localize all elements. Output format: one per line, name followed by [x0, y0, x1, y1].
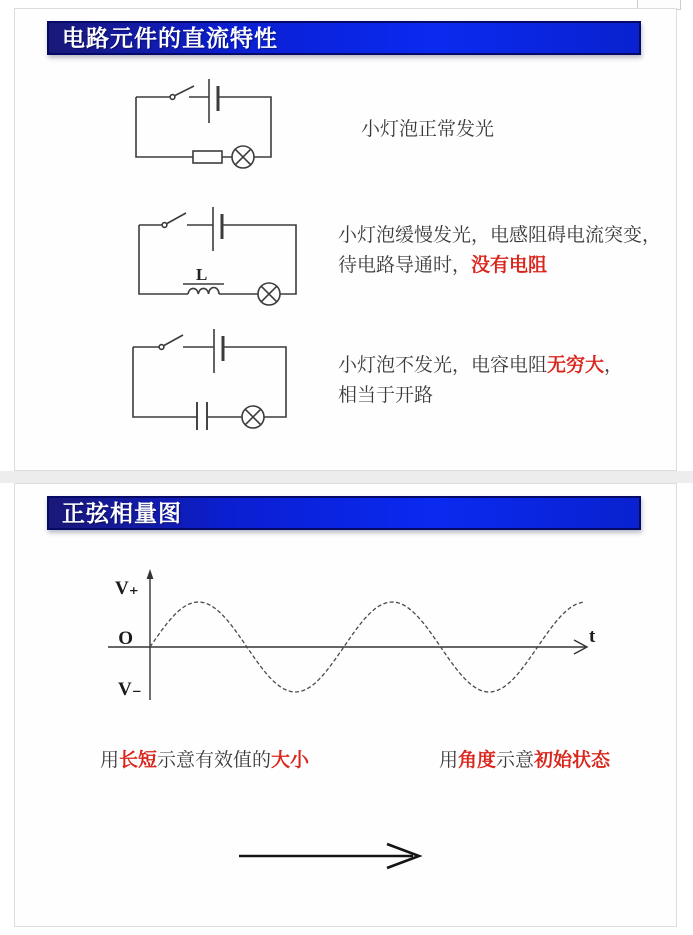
- phasor-arrow-icon: [237, 840, 429, 872]
- lamp-icon: [242, 406, 264, 428]
- panel-sine-phasor: [14, 483, 677, 927]
- text-segment: 无穷大: [547, 355, 605, 376]
- wire: [136, 97, 271, 157]
- circuit-diagram-resistor-lamp: [119, 73, 277, 175]
- label-t: t: [589, 626, 596, 647]
- caption-angle: [439, 746, 610, 776]
- text-segment: 长短: [119, 750, 158, 771]
- text-segment: 大小: [271, 750, 310, 771]
- text-segment: 用: [439, 750, 459, 771]
- lamp-icon: [232, 146, 254, 168]
- caption-row3-line2: [338, 381, 623, 411]
- text-segment: 小灯泡正常发光: [361, 119, 495, 140]
- text-segment: 示意有效值的: [157, 750, 272, 771]
- inductor-icon: [183, 265, 224, 294]
- text-segment: 没有电阻: [471, 255, 548, 276]
- text-segment: 用: [100, 750, 120, 771]
- circuit-diagram-inductor-lamp: [125, 201, 300, 311]
- panel-dc-characteristics: [14, 8, 677, 471]
- resistor-icon: [193, 151, 222, 163]
- circuit-diagram-capacitor-lamp: [119, 327, 291, 439]
- text-segment: 小灯泡缓慢发光，电感阻碍电流突变，: [338, 225, 662, 246]
- caption-row1: [361, 115, 494, 145]
- caption-row2-line1: [338, 221, 661, 251]
- lamp-icon: [258, 283, 280, 305]
- caption-row3: [338, 351, 623, 411]
- text-segment: ，: [604, 355, 624, 376]
- battery-icon: [213, 207, 222, 251]
- text-segment: 初始状态: [534, 750, 611, 771]
- panel-phasor-title: 正弦相量图: [47, 496, 641, 530]
- caption-row2-line2: [338, 251, 661, 281]
- text-segment: 相当于开路: [338, 385, 434, 406]
- label-v-plus: V₊: [115, 578, 139, 599]
- panel-dc-title: 电路元件的直流特性: [47, 21, 641, 55]
- sine-wave-plot: [85, 562, 605, 720]
- text-segment: 角度: [458, 750, 497, 771]
- capacitor-icon: [197, 402, 207, 430]
- switch-icon: [159, 335, 183, 349]
- caption-magnitude: [100, 746, 309, 776]
- y-axis: [147, 569, 154, 700]
- battery-icon: [214, 329, 223, 373]
- panel-separator: [0, 471, 693, 483]
- text-segment: 小灯泡不发光，电容电阻: [338, 355, 548, 376]
- x-axis: [108, 640, 587, 654]
- switch-icon: [162, 213, 186, 227]
- text-segment: 示意: [496, 750, 535, 771]
- caption-row2: [338, 221, 661, 281]
- text-segment: 待电路导通时，: [338, 255, 472, 276]
- wire: [133, 347, 286, 417]
- battery-icon: [209, 79, 218, 123]
- label-origin: O: [118, 628, 133, 649]
- y-axis-arrowhead: [147, 569, 154, 579]
- label-v-minus: V₋: [118, 679, 142, 700]
- caption-row3-line1: [338, 351, 623, 381]
- inductor-label: L: [196, 265, 208, 284]
